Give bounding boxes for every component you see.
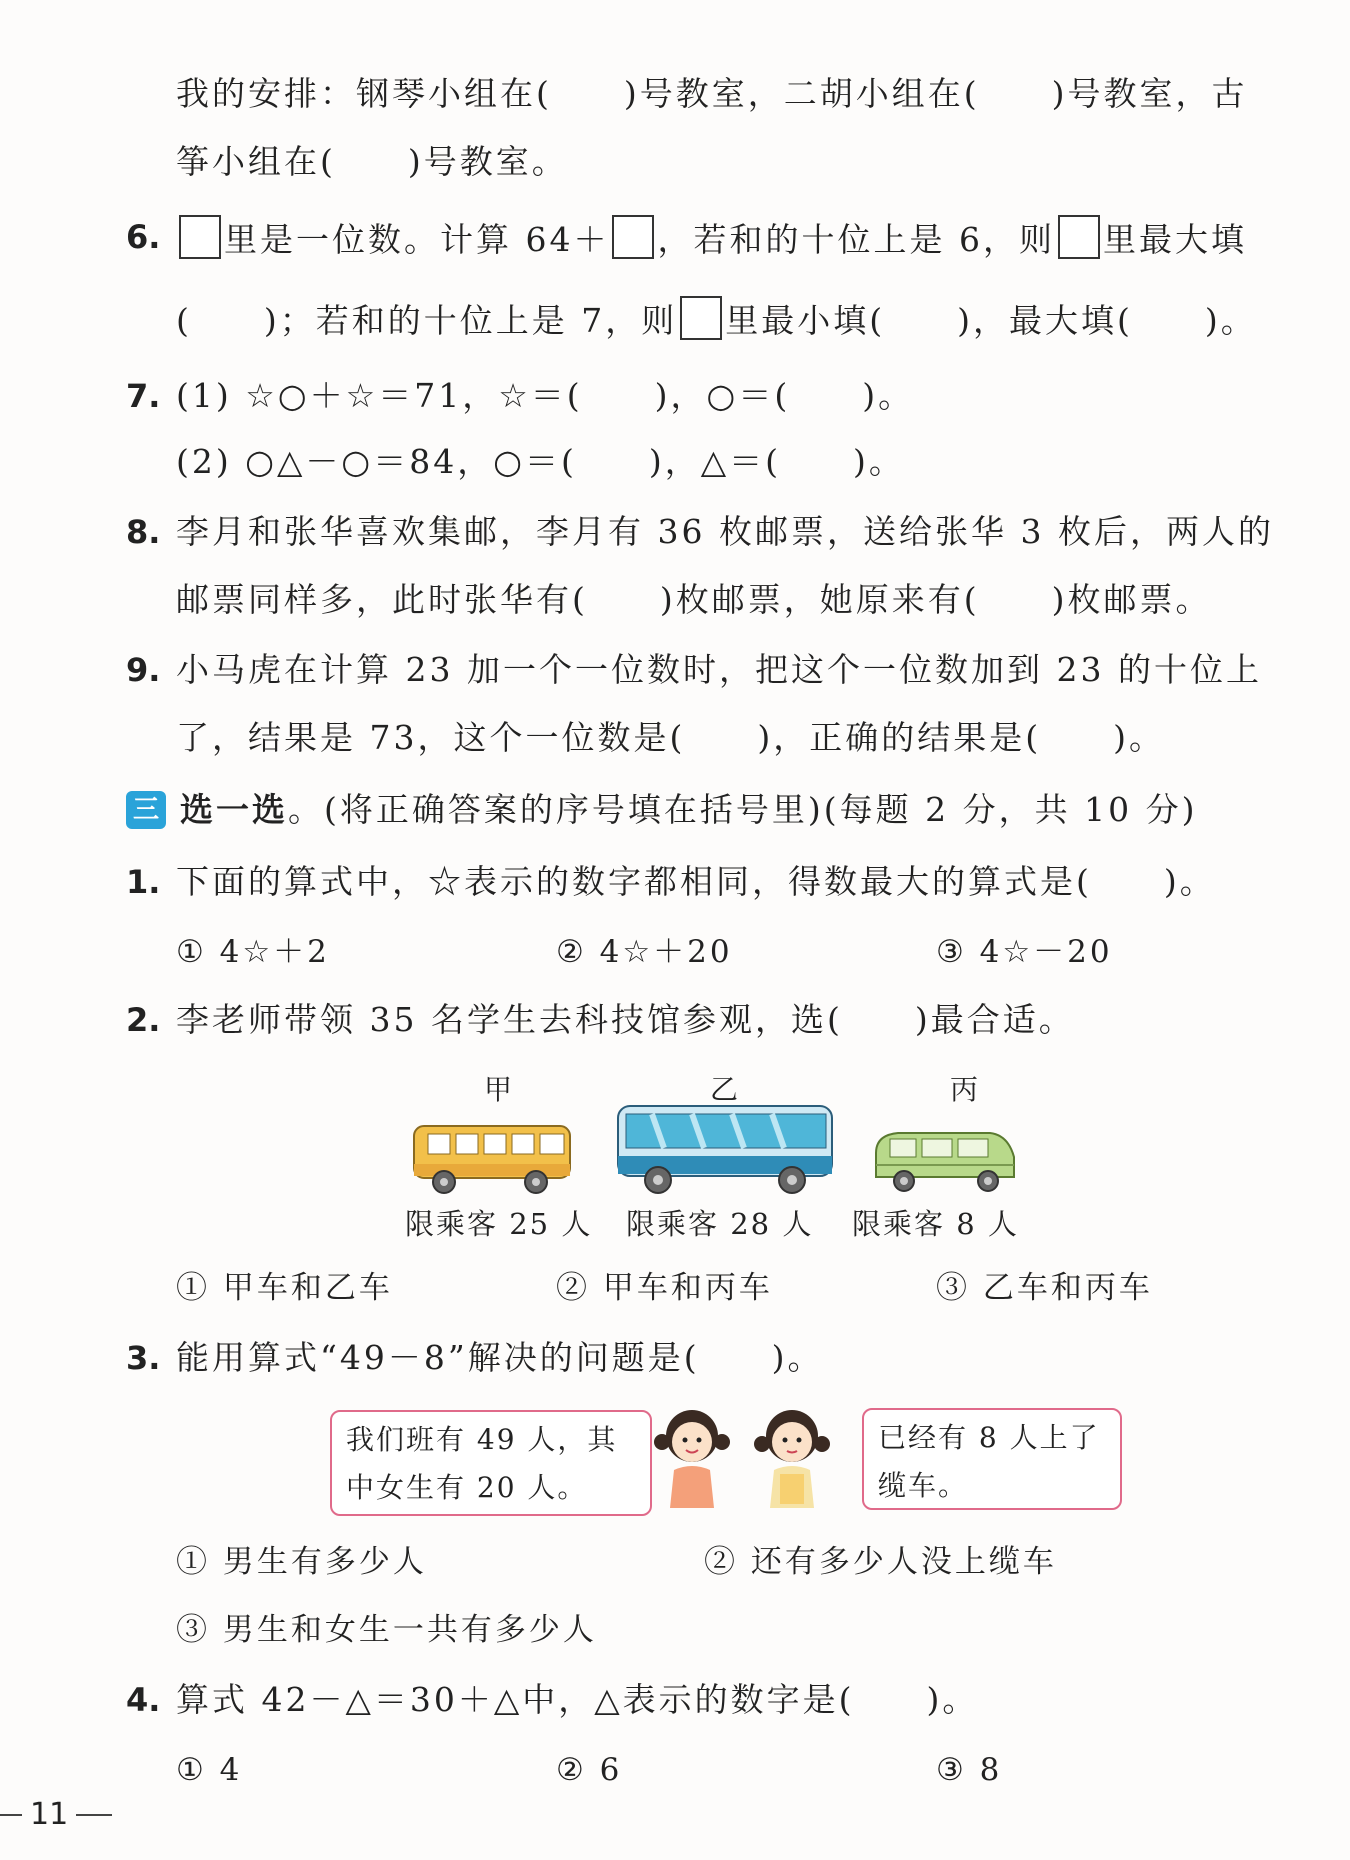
top-line-1: 我的安排：钢琴小组在( )号教室，二胡小组在( )号教室，古 bbox=[176, 74, 1248, 113]
s1-question: 下面的算式中，☆表示的数字都相同，得数最大的算式是( )。 bbox=[176, 862, 1216, 901]
girl-right-image bbox=[752, 1400, 832, 1510]
speech-bubble-right bbox=[862, 1408, 1122, 1510]
section-three-icon: 三 bbox=[126, 791, 166, 829]
vehicle-label-yi: 乙 bbox=[710, 1073, 739, 1106]
page-number bbox=[0, 1796, 120, 1832]
bubble-right-line-2: 缆车。 bbox=[878, 1469, 969, 1502]
vehicle-label-bing: 丙 bbox=[950, 1073, 979, 1106]
s2-option-3[interactable]: ③ 乙车和丙车 bbox=[936, 1270, 1153, 1306]
vehicle-caption-bing: 限乘客 8 人 bbox=[852, 1207, 1019, 1241]
q9-line-1: 小马虎在计算 23 加一个一位数时，把这个一位数加到 23 的十位上 bbox=[176, 650, 1262, 689]
s4-option-1[interactable]: ① 4 bbox=[176, 1752, 243, 1788]
bubble-left-line-1: 我们班有 49 人，其 bbox=[346, 1423, 618, 1456]
s3-option-1[interactable]: ① 男生有多少人 bbox=[176, 1544, 427, 1580]
q6-box-1[interactable] bbox=[179, 215, 221, 259]
q6-line2-a: ( )；若和的十位上是 7，则 bbox=[176, 301, 678, 340]
s3-question: 能用算式“49－8”解决的问题是( )。 bbox=[176, 1338, 824, 1377]
vehicle-caption-yi: 限乘客 28 人 bbox=[626, 1207, 814, 1241]
q9-number: 9. bbox=[126, 651, 161, 689]
s1-option-2[interactable]: ② 4☆＋20 bbox=[556, 934, 733, 970]
q9-line-2: 了，结果是 73，这个一位数是( )，正确的结果是( )。 bbox=[176, 718, 1165, 757]
q7-line-2: (2) ○△－○＝84，○＝( )，△＝( )。 bbox=[176, 442, 905, 481]
s1-option-1[interactable]: ① 4☆＋2 bbox=[176, 934, 330, 970]
q6-line-2 bbox=[176, 296, 1257, 343]
q6-text-b: ，若和的十位上是 6，则 bbox=[657, 220, 1055, 259]
q8-number: 8. bbox=[126, 513, 161, 551]
q8-line-2: 邮票同样多，此时张华有( )枚邮票，她原来有( )枚邮票。 bbox=[176, 580, 1212, 619]
bubble-left-line-2: 中女生有 20 人。 bbox=[346, 1471, 588, 1504]
page-number-dash-right bbox=[76, 1814, 112, 1816]
s2-question: 李老师带领 35 名学生去科技馆参观，选( )最合适。 bbox=[176, 1000, 1075, 1039]
q6-line-1 bbox=[176, 215, 1250, 262]
s4-number: 4. bbox=[126, 1681, 161, 1719]
q6-number: 6. bbox=[126, 218, 161, 256]
s2-number: 2. bbox=[126, 1001, 161, 1039]
s1-option-3[interactable]: ③ 4☆－20 bbox=[936, 934, 1113, 970]
section-title-main: 选一选 bbox=[180, 790, 288, 829]
q6-box-2[interactable] bbox=[612, 215, 654, 259]
s4-option-2[interactable]: ② 6 bbox=[556, 1752, 623, 1788]
q7-line-1: (1) ☆○＋☆＝71，☆＝( )，○＝( )。 bbox=[176, 376, 915, 415]
s3-option-3[interactable]: ③ 男生和女生一共有多少人 bbox=[176, 1612, 597, 1648]
section-note: 。(将正确答案的序号填在括号里)(每题 2 分，共 10 分) bbox=[288, 790, 1198, 829]
coach-bus-image bbox=[612, 1100, 837, 1200]
s1-number: 1. bbox=[126, 863, 161, 901]
q6-text-c: 里最大填 bbox=[1102, 220, 1247, 259]
top-line-2: 筝小组在( )号教室。 bbox=[176, 142, 568, 181]
s3-number: 3. bbox=[126, 1339, 161, 1377]
q7-number: 7. bbox=[126, 377, 161, 415]
s4-question: 算式 42－△＝30＋△中，△表示的数字是( )。 bbox=[176, 1680, 979, 1719]
bubble-right-line-1: 已经有 8 人上了 bbox=[878, 1421, 1100, 1454]
speech-bubble-left bbox=[330, 1410, 652, 1516]
page-number-dash-left bbox=[0, 1814, 22, 1816]
q6-box-4[interactable] bbox=[680, 296, 722, 340]
page-number-text: 11 bbox=[30, 1797, 69, 1832]
section-title bbox=[180, 788, 1197, 832]
q8-line-1: 李月和张华喜欢集邮，李月有 36 枚邮票，送给张华 3 枚后，两人的 bbox=[176, 512, 1274, 551]
vehicle-caption-jia: 限乘客 25 人 bbox=[405, 1207, 593, 1241]
q6-text-a: 里是一位数。计算 64＋ bbox=[224, 220, 610, 259]
s2-option-2[interactable]: ② 甲车和丙车 bbox=[556, 1270, 773, 1306]
s2-option-1[interactable]: ① 甲车和乙车 bbox=[176, 1270, 393, 1306]
s4-option-3[interactable]: ③ 8 bbox=[936, 1752, 1003, 1788]
s3-option-2[interactable]: ② 还有多少人没上缆车 bbox=[704, 1544, 1057, 1580]
q6-line2-b: 里最小填( )，最大填( )。 bbox=[725, 301, 1257, 340]
van-image bbox=[870, 1125, 1020, 1197]
small-bus-image bbox=[410, 1120, 575, 1198]
vehicle-label-jia: 甲 bbox=[484, 1073, 513, 1106]
q6-box-3[interactable] bbox=[1058, 215, 1100, 259]
girl-left-image bbox=[652, 1400, 732, 1510]
